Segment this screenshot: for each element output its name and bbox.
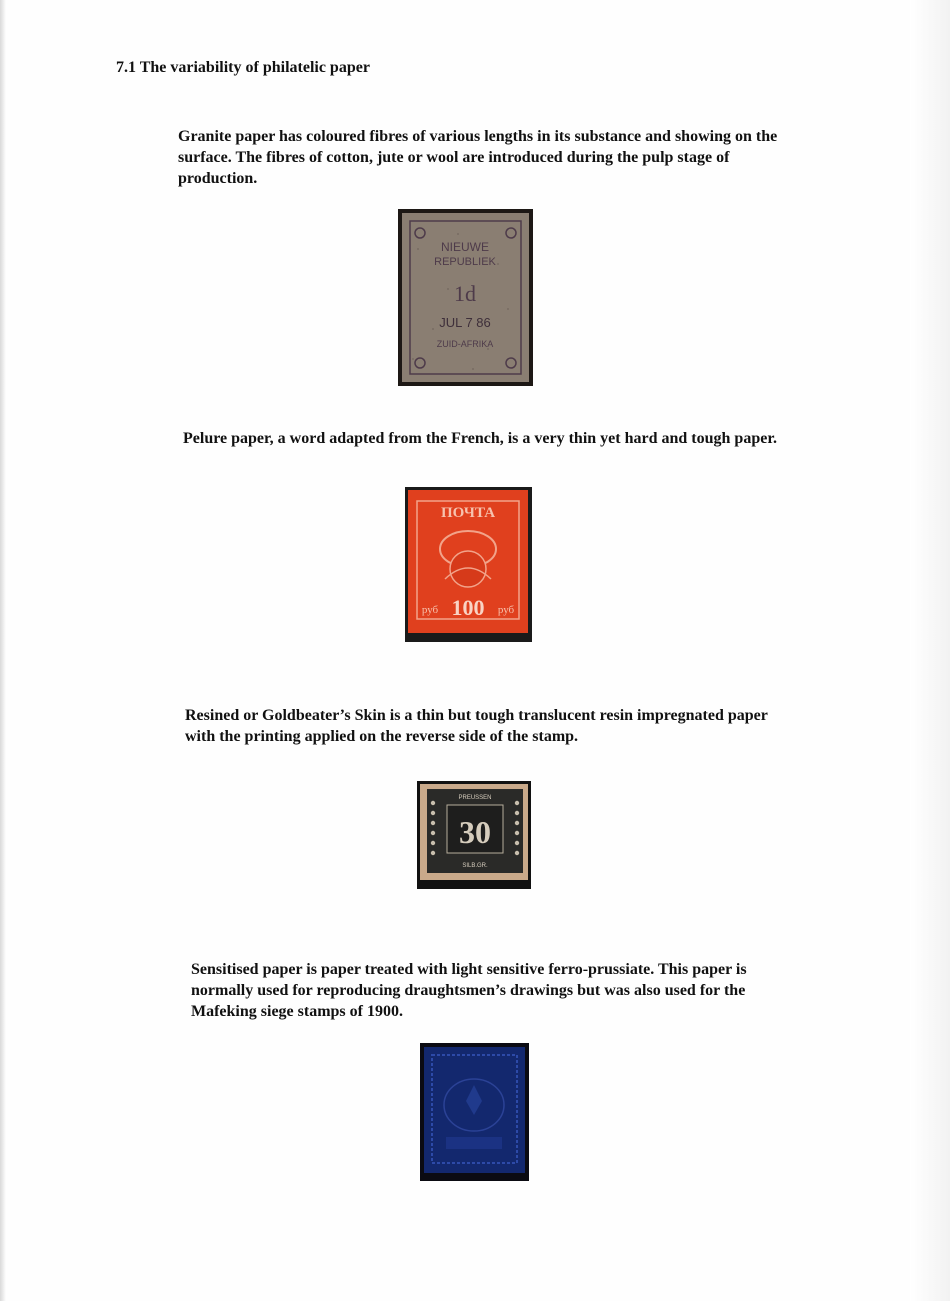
resined-paper-stamp [417,781,531,889]
sensitised-paper-description: Sensitised paper is paper treated with light sensitive ferro-prussiate. This paper is normally used for reproducing draughtsmen’s drawings but was also used for the Mafeking siege stamps of 1900. [191,961,747,1020]
page-edge-right [910,0,950,1301]
granite-stamp-date: JUL 7 86 [439,315,491,330]
granite-stamp-line1: NIEUWE [441,240,489,254]
granite-paper-description: Granite paper has coloured fibres of various lengths in its substance and showing on the surface. The fibres of cotton, jute or wool are introduced during the pulp stage of production. [178,128,778,187]
sensitised-paper-stamp [420,1043,529,1181]
pelure-stamp-value: 100 [451,595,485,620]
pelure-stamp-right: руб [497,604,515,616]
section-heading: 7.1 The variability of philatelic paper [116,59,370,76]
resined-paper-description: Resined or Goldbeater’s Skin is a thin but tough translucent resin impregnated paper with the printing applied on the reverse side of the stamp. [185,707,768,745]
granite-stamp-value: 1d [454,281,476,306]
granite-stamp-bottom: ZUID-AFRIKA [436,339,494,349]
resined-stamp-top: PREUSSEN [458,795,492,801]
pelure-stamp-left: руб [421,604,439,616]
pelure-paper-stamp [405,487,532,642]
resined-stamp-value: 30 [459,814,491,850]
granite-paper-stamp [398,209,533,386]
resined-stamp-bottom: SILB.GR. [462,863,488,869]
pelure-paper-description: Pelure paper, a word adapted from the French, is a very thin yet hard and tough paper. [183,430,777,447]
pelure-stamp-top: ПОЧТА [440,505,496,521]
page-edge-left [0,0,6,1301]
granite-stamp-line2: REPUBLIEK [434,256,496,268]
